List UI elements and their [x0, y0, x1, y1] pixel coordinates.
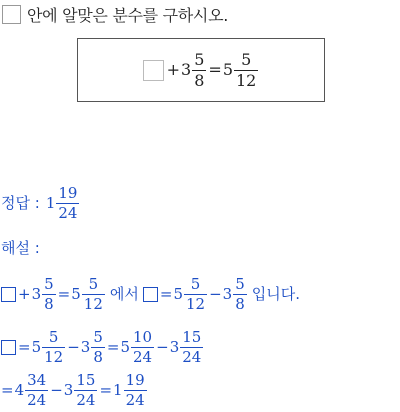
question-text: 안에 알맞은 분수를 구하시오.	[27, 5, 229, 25]
whole-number: 4	[14, 381, 25, 399]
numerator: 5	[44, 275, 54, 293]
numerator: 15	[182, 328, 202, 346]
whole-number: 3	[222, 285, 233, 303]
minus-sign: −	[50, 381, 63, 399]
denominator: 8	[235, 295, 245, 313]
plus-sign: +	[18, 285, 31, 303]
numerator: 5	[241, 49, 252, 69]
blank-box	[143, 60, 164, 81]
denominator: 12	[83, 295, 103, 313]
fraction	[124, 373, 147, 408]
whole-number: 5	[120, 338, 131, 356]
answer-line	[1, 186, 80, 221]
denominator: 24	[125, 391, 145, 409]
denominator: 24	[27, 391, 47, 409]
answer-label: 정답 :	[1, 194, 40, 212]
whole-number: 3	[63, 381, 74, 399]
equals-sign: =	[106, 338, 120, 356]
numerator: 19	[125, 371, 145, 389]
whole-number: 3	[169, 338, 180, 356]
whole-number: 1	[113, 381, 123, 399]
denominator: 12	[44, 348, 64, 366]
whole-number: 3	[181, 60, 192, 79]
numerator: 5	[235, 275, 245, 293]
numerator: 5	[48, 328, 59, 346]
equals-sign: =	[99, 381, 113, 399]
minus-sign: −	[67, 338, 80, 356]
problem-box	[77, 38, 325, 102]
fraction	[91, 330, 105, 365]
whole-number: 3	[31, 285, 42, 303]
fraction	[42, 330, 65, 365]
denominator: 8	[93, 348, 103, 366]
blank-box	[1, 287, 16, 302]
fraction	[42, 277, 56, 312]
connector-text: 에서	[109, 285, 139, 303]
denominator: 24	[182, 348, 202, 366]
explanation-line-2	[1, 330, 204, 365]
numerator: 5	[194, 49, 205, 69]
numerator: 5	[88, 275, 99, 293]
numerator: 5	[190, 275, 201, 293]
minus-sign: −	[209, 285, 222, 303]
equals-sign: =	[57, 285, 71, 303]
fraction	[233, 277, 247, 312]
problem-equation	[143, 49, 260, 90]
denominator: 24	[58, 204, 78, 222]
denominator: 12	[236, 70, 257, 90]
closing-text: 입니다.	[251, 285, 301, 303]
fraction	[25, 373, 48, 408]
numerator: 19	[58, 184, 78, 202]
whole-number: 5	[222, 60, 233, 79]
numerator: 34	[27, 371, 47, 389]
whole-number: 5	[31, 338, 42, 356]
minus-sign: −	[156, 338, 169, 356]
fraction	[131, 330, 154, 365]
plus-sign: +	[166, 60, 181, 79]
denominator: 24	[133, 348, 153, 366]
fraction	[234, 49, 258, 90]
equals-sign: =	[1, 381, 14, 399]
denominator: 24	[76, 391, 96, 409]
whole-number: 5	[71, 285, 81, 303]
whole-number: 1	[45, 194, 56, 212]
denominator: 12	[186, 295, 206, 313]
equals-sign: =	[18, 338, 31, 356]
numerator: 15	[76, 371, 96, 389]
blank-box	[143, 287, 158, 302]
fraction	[180, 330, 203, 365]
equals-sign: =	[159, 285, 173, 303]
denominator: 8	[44, 295, 54, 313]
fraction	[192, 49, 206, 90]
fraction	[74, 373, 97, 408]
equals-sign: =	[208, 60, 222, 79]
blank-box	[2, 5, 21, 24]
fraction	[56, 186, 79, 221]
question-line	[2, 3, 228, 25]
explanation-label: 해설 :	[1, 239, 40, 257]
explanation-line-3	[1, 373, 148, 408]
explanation-line-1	[1, 277, 304, 312]
fraction	[82, 277, 105, 312]
whole-number: 5	[173, 285, 183, 303]
fraction	[184, 277, 207, 312]
explanation-label-line	[1, 241, 40, 256]
blank-box	[1, 340, 16, 355]
numerator: 5	[93, 328, 103, 346]
whole-number: 3	[80, 338, 91, 356]
numerator: 10	[133, 328, 153, 346]
denominator: 8	[194, 70, 205, 90]
